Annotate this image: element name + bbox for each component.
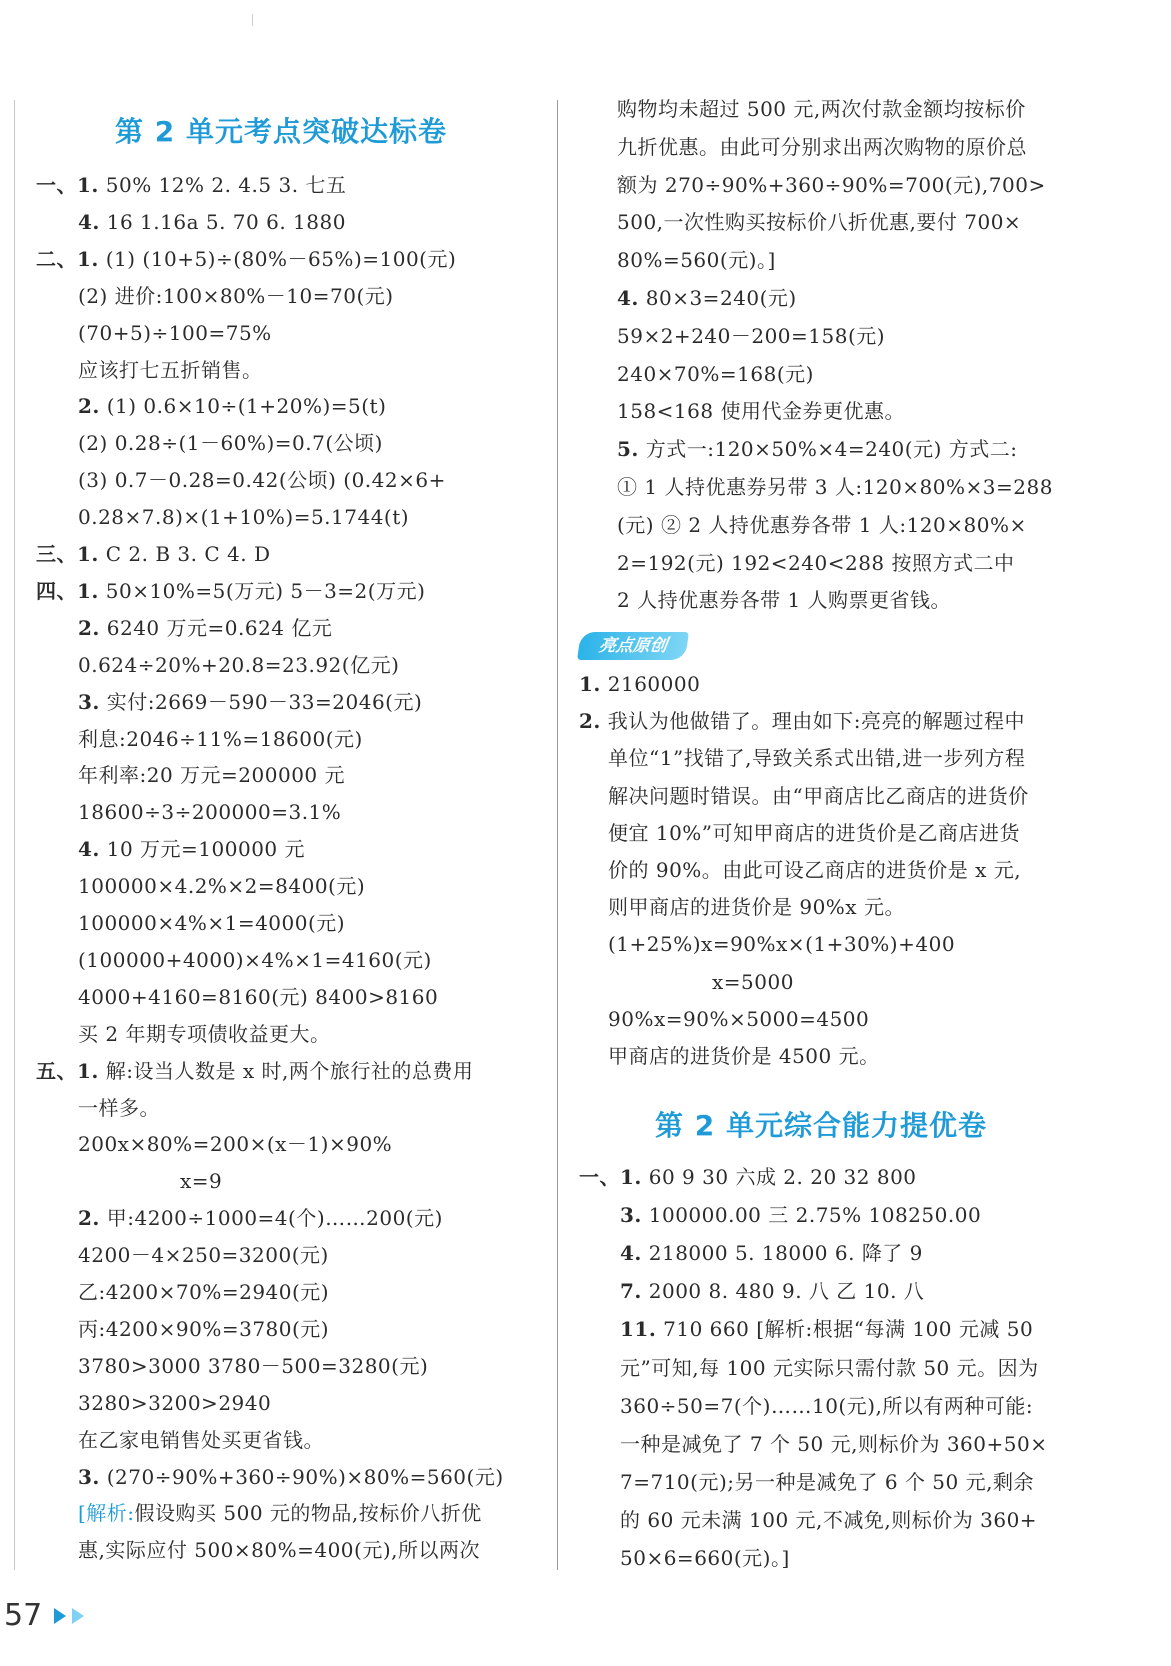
answer-line — [36, 578, 425, 604]
answer-text: 甲商店的进货价是 4500 元。 — [608, 1044, 880, 1068]
answer-text: (1) (10+5)÷(80%－65%)=100(元) — [98, 246, 457, 271]
answer-text: 在乙家电销售处买更省钱。 — [78, 1427, 324, 1452]
answer-line — [78, 1537, 480, 1563]
answer-text: 500,一次性购买按标价八折优惠,要付 700× — [617, 210, 1022, 235]
answer-line — [617, 96, 1026, 122]
answer-text: 解决问题时错误。由“甲商店比乙商店的进货价 — [608, 783, 1029, 808]
answer-line — [78, 652, 399, 678]
answer-line — [617, 398, 905, 424]
answer-text: 18600÷3÷200000=3.1% — [78, 800, 342, 825]
answer-line — [78, 1242, 329, 1268]
answer-text: 实付:2669－590－33=2046(元) — [99, 689, 423, 714]
answer-line — [620, 1469, 1034, 1495]
answer-line — [608, 857, 1021, 883]
answer-line — [78, 357, 263, 383]
answer-line — [78, 504, 409, 530]
highlight-original-badge: 亮点原创 — [577, 632, 689, 660]
answer-line — [608, 931, 955, 957]
top-tick-mark — [252, 14, 253, 26]
answer-text: 90%x=90%×5000=4500 — [608, 1006, 870, 1031]
answer-line — [620, 1545, 790, 1571]
answer-line — [78, 1279, 329, 1305]
answer-line — [608, 894, 905, 920]
question-number: 11. — [620, 1317, 657, 1342]
answer-text: 假设购买 500 元的物品,按标价八折优 — [134, 1501, 482, 1526]
answer-line — [608, 820, 1020, 846]
answer-line — [78, 726, 363, 752]
left-edge-rule — [14, 100, 15, 1570]
answer-text: 710 660 [解析:根据“每满 100 元减 50 — [656, 1317, 1034, 1342]
question-number: 4. — [78, 837, 100, 862]
answer-text: 2 人持优惠券各带 1 人购票更省钱。 — [617, 588, 952, 613]
question-number: 2. — [78, 1206, 100, 1231]
answer-line — [78, 209, 346, 235]
answer-text: C 2. B 3. C 4. D — [98, 542, 271, 566]
answer-text: 100000.00 三 2.75% 108250.00 — [641, 1203, 982, 1228]
answer-line — [608, 783, 1029, 809]
answer-text: 0.28×7.8)×(1+10%)=5.1744(t) — [78, 505, 410, 530]
answer-text: 额为 270÷90%+360÷90%=700(元),700> — [617, 172, 1046, 197]
answer-text: 240×70%=168(元) — [617, 361, 814, 386]
page-number: 57 — [4, 1598, 43, 1633]
answer-line — [620, 1240, 923, 1266]
answer-line — [620, 1278, 924, 1304]
question-number: 一、1. — [36, 173, 99, 197]
answer-text: 解:设当人数是 x 时,两个旅行社的总费用 — [98, 1058, 474, 1083]
answer-line — [36, 541, 270, 567]
question-number: 2. — [579, 709, 601, 734]
answer-text: 年利率:20 万元=200000 元 — [78, 763, 346, 788]
answer-line — [78, 1205, 443, 1231]
answer-line — [36, 172, 346, 198]
answer-line — [579, 1164, 917, 1190]
answer-line — [608, 1043, 880, 1069]
answer-line — [78, 873, 365, 899]
answer-text: 应该打七五折销售。 — [78, 357, 263, 382]
answer-line — [579, 708, 1025, 734]
answer-line — [617, 512, 1027, 538]
answer-text: 我认为他做错了。理由如下:亮亮的解题过程中 — [600, 709, 1025, 734]
answer-text: 60 9 30 六成 2. 20 32 800 — [641, 1165, 917, 1189]
question-number: 一、1. — [579, 1165, 642, 1189]
answer-line — [78, 1390, 271, 1416]
answer-line — [180, 1168, 222, 1194]
answer-text: x=9 — [180, 1169, 223, 1194]
question-number: 5. — [617, 437, 639, 462]
answer-line — [78, 467, 446, 493]
answer-text: 200x×80%=200×(x－1)×90% — [78, 1132, 393, 1157]
answer-text: (2) 0.28÷(1－60%)=0.7(公顷) — [78, 431, 383, 456]
answer-text: 100000×4%×1=4000(元) — [78, 911, 346, 935]
answer-line — [608, 745, 1025, 771]
question-number: 2. — [78, 615, 100, 640]
answer-line — [36, 1058, 473, 1084]
answer-line — [78, 320, 272, 346]
question-number: 3. — [620, 1203, 642, 1228]
answer-line — [78, 1316, 329, 1342]
answer-text: 九折优惠。由此可分别求出两次购物的原价总 — [617, 134, 1027, 159]
answer-text: 的 60 元未满 100 元,不减免,则标价为 360+ — [620, 1507, 1038, 1532]
answer-text: 买 2 年期专项债收益更大。 — [78, 1021, 331, 1046]
answer-text: 一种是减免了 7 个 50 元,则标价为 360+50× — [620, 1431, 1048, 1456]
question-number: 四、1. — [36, 578, 99, 603]
answer-line — [78, 836, 305, 862]
answer-line — [617, 474, 1053, 500]
answer-text: x=5000 — [712, 969, 794, 994]
answer-text: (元) ② 2 人持优惠券各带 1 人:120×80%× — [617, 512, 1027, 537]
arrow-icon — [72, 1608, 84, 1624]
answer-line — [617, 285, 797, 311]
question-number: 4. — [78, 209, 100, 234]
answer-text: 3280>3200>2940 — [78, 1390, 272, 1415]
answer-line — [78, 1500, 482, 1526]
answer-text: 50% 12% 2. 4.5 3. 七五 — [98, 173, 347, 197]
question-number: 3. — [78, 689, 100, 714]
answer-text: 80×3=240(元) — [638, 286, 797, 310]
answer-text: 购物均未超过 500 元,两次付款金额均按标价 — [617, 97, 1026, 121]
question-number: 三、1. — [36, 542, 99, 566]
answer-line — [78, 615, 332, 641]
answer-text: 2160000 — [600, 672, 701, 696]
question-number: 3. — [78, 1464, 100, 1489]
answer-text: 100000×4.2%×2=8400(元) — [78, 874, 366, 899]
answer-text: (2) 进价:100×80%－10=70(元) — [78, 283, 394, 308]
question-number: 二、1. — [36, 246, 99, 271]
answer-line — [620, 1355, 1039, 1381]
answer-text: (270÷90%+360÷90%)×80%=560(元) — [99, 1464, 504, 1489]
answer-line — [78, 947, 432, 973]
answer-text: 乙:4200×70%=2940(元) — [78, 1280, 330, 1304]
answer-line — [78, 393, 386, 419]
answer-line — [78, 1131, 392, 1157]
answer-text: 惠,实际应付 500×80%=400(元),所以两次 — [78, 1538, 480, 1563]
answer-text: 2=192(元) 192<240<288 按照方式二中 — [617, 550, 1015, 575]
answer-line — [78, 1021, 330, 1047]
answer-text: 360÷50=7(个)……10(元),所以有两种可能: — [620, 1393, 1034, 1418]
answer-text: ① 1 人持优惠券另带 3 人:120×80%×3=288 — [617, 475, 1053, 499]
answer-text: (1+25%)x=90%x×(1+30%)+400 — [608, 932, 956, 957]
answer-line — [78, 689, 422, 715]
answer-line — [617, 550, 1015, 576]
answer-line — [617, 436, 1018, 462]
answer-text: 2000 8. 480 9. 八 乙 10. 八 — [641, 1279, 925, 1304]
answer-line — [78, 430, 383, 456]
question-number: 4. — [620, 1241, 642, 1266]
answer-text: 158<168 使用代金券更优惠。 — [617, 399, 905, 424]
answer-line — [617, 172, 1046, 198]
answer-text: (1) 0.6×10÷(1+20%)=5(t) — [99, 394, 387, 419]
answer-text: 丙:4200×90%=3780(元) — [78, 1316, 330, 1341]
answer-text: 218000 5. 18000 6. 降了 9 — [641, 1241, 923, 1266]
answer-text: 利息:2046÷11%=18600(元) — [78, 726, 363, 751]
answer-text: 3780>3000 3780－500=3280(元) — [78, 1353, 429, 1378]
answer-text: 便宜 10%”可知甲商店的进货价是乙商店进货 — [608, 820, 1021, 845]
answer-text: 7=710(元);另一种是减免了 6 个 50 元,剩余 — [620, 1469, 1034, 1494]
left-section-title: 第 2 单元考点突破达标卷 — [115, 115, 447, 148]
answer-text: (3) 0.7－0.28=0.42(公顷) (0.42×6+ — [78, 468, 446, 493]
answer-text: 16 1.16a 5. 70 6. 1880 — [99, 209, 346, 234]
answer-text: 4000+4160=8160(元) 8400>8160 — [78, 984, 439, 1009]
answer-text: (100000+4000)×4%×1=4160(元) — [78, 947, 432, 972]
column-divider — [557, 100, 558, 1570]
answer-line — [78, 283, 394, 309]
question-number: 五、1. — [36, 1058, 99, 1083]
answer-line — [617, 209, 1021, 235]
answer-line — [620, 1202, 981, 1228]
answer-line — [78, 910, 345, 936]
answer-text: 6240 万元=0.624 亿元 — [99, 615, 333, 640]
answer-text: 方式一:120×50%×4=240(元) 方式二: — [638, 437, 1018, 462]
answer-line — [620, 1431, 1047, 1457]
question-number: 2. — [78, 394, 100, 419]
question-number: 1. — [579, 672, 601, 696]
answer-line — [78, 1095, 160, 1121]
question-number: 7. — [620, 1279, 642, 1304]
answer-text: 59×2+240－200=158(元) — [617, 323, 886, 348]
answer-line — [78, 1427, 324, 1453]
answer-text: 一样多。 — [78, 1095, 160, 1120]
answer-text: 价的 90%。由此可设乙商店的进货价是 x 元, — [608, 858, 1022, 882]
answer-line — [712, 969, 794, 995]
answer-line — [579, 671, 700, 697]
answer-line — [78, 1353, 428, 1379]
answer-line — [617, 587, 951, 613]
answer-text: 50×6=660(元)。] — [620, 1546, 790, 1570]
answer-line — [78, 984, 438, 1010]
answer-line — [78, 762, 345, 788]
right-section-title: 第 2 单元综合能力提优卷 — [655, 1109, 987, 1142]
answer-line — [78, 1464, 504, 1490]
answer-text: 10 万元=100000 元 — [99, 837, 306, 862]
answer-line — [620, 1507, 1037, 1533]
answer-text: 甲:4200÷1000=4(个)……200(元) — [99, 1206, 443, 1231]
question-number: 4. — [617, 286, 639, 310]
answer-line — [608, 1006, 869, 1032]
page-arrows — [54, 1608, 90, 1628]
answer-text: 单位“1”找错了,导致关系式出错,进一步列方程 — [608, 746, 1026, 771]
answer-text: 80%=560(元)。] — [617, 248, 776, 273]
answer-line — [620, 1316, 1033, 1342]
answer-line — [617, 323, 885, 349]
answer-line — [78, 799, 341, 825]
answer-line — [617, 247, 776, 273]
arrow-icon — [54, 1608, 66, 1624]
answer-line — [617, 134, 1027, 160]
answer-line — [620, 1393, 1033, 1419]
answer-text: (70+5)÷100=75% — [78, 320, 272, 345]
question-number: [解析: — [78, 1501, 135, 1526]
answer-line — [36, 246, 456, 272]
answer-text: 4200－4×250=3200(元) — [78, 1243, 329, 1268]
answer-text: 0.624÷20%+20.8=23.92(亿元) — [78, 652, 400, 677]
answer-text: 元”可知,每 100 元实际只需付款 50 元。因为 — [620, 1355, 1039, 1380]
answer-line — [617, 361, 814, 387]
answer-text: 则甲商店的进货价是 90%x 元。 — [608, 895, 905, 920]
answer-text: 50×10%=5(万元) 5－3=2(万元) — [98, 578, 426, 603]
